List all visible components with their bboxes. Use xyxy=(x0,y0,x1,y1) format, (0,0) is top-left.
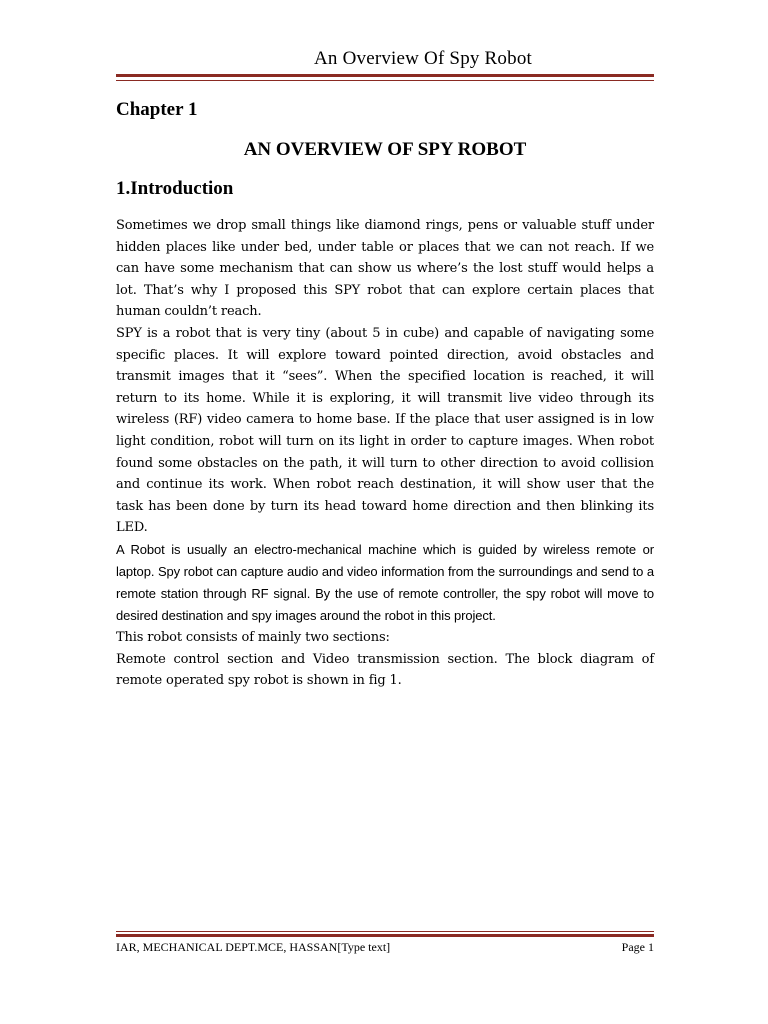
page-footer xyxy=(116,920,654,960)
footer-page-number: Page 1 xyxy=(621,940,654,954)
paragraph-robot-definition: A Robot is usually an electro-mechanical machine which is guided by wireless remote or laptop. Spy robot can capture audio and video information from the surroundings and send to a remote station through RF signal. By the use of remote controller, the spy robot will move to desired destination and spy images around the robot in this project. xyxy=(116,541,654,623)
footer-rule-thin xyxy=(116,931,654,932)
page-content xyxy=(116,94,654,692)
body-text xyxy=(116,215,654,692)
section-heading: 1.Introduction xyxy=(116,178,234,199)
footer-rule-thick xyxy=(116,934,654,937)
page-header xyxy=(0,48,768,78)
running-header-title: An Overview Of Spy Robot xyxy=(314,48,533,69)
chapter-label: Chapter 1 xyxy=(116,99,198,120)
paragraph-sections-intro: This robot consists of mainly two sections: xyxy=(116,629,390,645)
chapter-title: AN OVERVIEW OF SPY ROBOT xyxy=(243,139,527,160)
paragraph-sections-list: Remote control section and Video transmission section. The block diagram of remote operated spy robot is shown in fig 1. xyxy=(116,651,654,689)
footer-department: IAR, MECHANICAL DEPT.MCE, HASSAN[Type text] xyxy=(116,940,391,954)
header-rule-thick xyxy=(116,74,654,77)
paragraph-spy-description: SPY is a robot that is very tiny (about 5 in cube) and capable of navigating some specific places. It will explore toward pointed direction, avoid obstacles and transmit images that it “sees”. When the specified location is reached, it will return to its home. While it is exploring, it will transmit live video through its wireless (RF) video camera to home base. If the place that user assigned is in low light condition, robot will turn on its light in order to capture images. When robot found some obstacles on the path, it will turn to other direction to avoid collision and continue its work. When robot reach destination, it will show user that the task has been done by turn its head toward home direction and then blinking its LED. xyxy=(116,325,654,536)
header-rule-thin xyxy=(116,80,654,81)
paragraph-intro: Sometimes we drop small things like diamond rings, pens or valuable stuff under hidden places like under bed, under table or places that we can not reach. If we can have some mechanism that can show us where’s the lost stuff would helps a lot. That’s why I proposed this SPY robot that can explore certain places that human couldn’t reach. xyxy=(116,218,654,320)
